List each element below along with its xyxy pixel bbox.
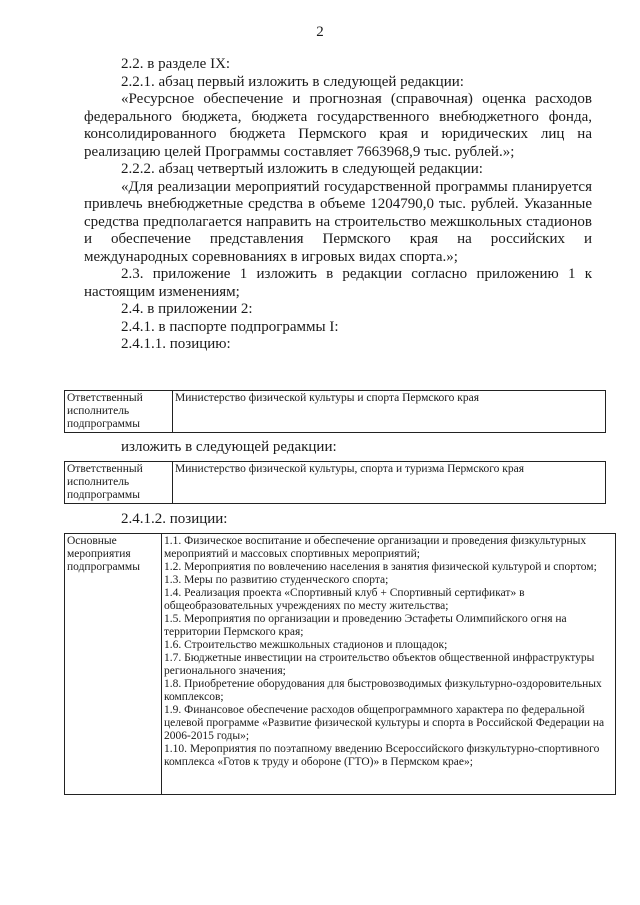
list-item: 1.8. Приобретение оборудования для быстровозводимых физкультурно-оздоровительных комплексов; xyxy=(164,678,602,703)
section-label: 2.4.1.2. позиции: xyxy=(121,511,228,527)
table-cell-items xyxy=(162,534,616,795)
between-label: изложить в следующей редакции: xyxy=(121,439,337,455)
paragraph: 2.3. приложение 1 изложить в редакции согласно приложению 1 к настоящим изменениям; xyxy=(84,266,592,300)
table-cell-label: Ответственный исполнитель подпрограммы xyxy=(65,391,173,433)
table-cell-value: Министерство физической культуры и спорта Пермского края xyxy=(173,391,606,433)
table-new-position xyxy=(64,461,606,504)
paragraph: «Ресурсное обеспечение и прогнозная (справочная) оценка расходов федерального бюджета, бюджета государственного внебюджетного фонда, консолидированного бюджета Пермского края и юридических лиц на реализацию целей Программы составляет 7663968,9 тыс. рублей.»; xyxy=(84,91,592,160)
list-item: 1.9. Финансовое обеспечение расходов общепрограммного характера по федеральной целевой программе «Развитие физической культуры и спорта в Российской Федерации на 2006-2015 годы»; xyxy=(164,704,605,742)
paragraph: «Для реализации мероприятий государственной программы планируется привлечь внебюджетные средства в объеме 1204790,0 тыс. рублей. Указанные средства предполагается направить на строительство межшкольных стадионов и обеспечение представления Пермского края на российских и международных соревнованиях в игровых видах спорта.»; xyxy=(84,178,592,265)
paragraph: 2.4. в приложении 2: xyxy=(121,301,253,317)
list-item: 1.6. Строительство межшкольных стадионов и площадок; xyxy=(164,639,448,651)
document-body xyxy=(84,56,592,354)
list-item: 1.2. Мероприятия по вовлечению населения в занятия физической культурой и спортом; xyxy=(164,561,597,573)
table-cell-label: Основные мероприятия подпрограммы xyxy=(65,534,162,795)
table-old-position xyxy=(64,390,606,433)
list-item: 1.10. Мероприятия по поэтапному введению Всероссийского физкультурно-спортивного комплекса «Готов к труду и обороне (ГТО)» в Пермском крае»; xyxy=(164,743,600,768)
paragraph: 2.4.1.1. позицию: xyxy=(121,336,231,352)
paragraph: 2.2. в разделе IX: xyxy=(121,56,231,72)
paragraph: 2.2.2. абзац четвертый изложить в следующей редакции: xyxy=(121,161,483,177)
table-main-activities xyxy=(64,533,616,795)
list-item: 1.3. Меры по развитию студенческого спорта; xyxy=(164,574,389,586)
table-cell-label: Ответственный исполнитель подпрограммы xyxy=(65,462,173,504)
list-item: 1.1. Физическое воспитание и обеспечение организации и проведения физкультурных мероприятий и массовых спортивных мероприятий; xyxy=(164,535,587,560)
paragraph: 2.2.1. абзац первый изложить в следующей редакции: xyxy=(121,73,464,90)
list-item: 1.4. Реализация проекта «Спортивный клуб + Спортивный сертификат» в общеобразовательных учреждениях по месту жительства; xyxy=(164,587,525,612)
paragraph: 2.4.1. в паспорте подпрограммы I: xyxy=(121,318,339,335)
table-cell-value: Министерство физической культуры, спорта и туризма Пермского края xyxy=(173,462,606,504)
page-number: 2 xyxy=(316,24,324,40)
list-item: 1.5. Мероприятия по организации и проведению Эстафеты Олимпийского огня на территории Пермского края; xyxy=(164,613,567,638)
list-item: 1.7. Бюджетные инвестиции на строительство объектов общественной инфраструктуры регионального значения; xyxy=(164,652,595,677)
